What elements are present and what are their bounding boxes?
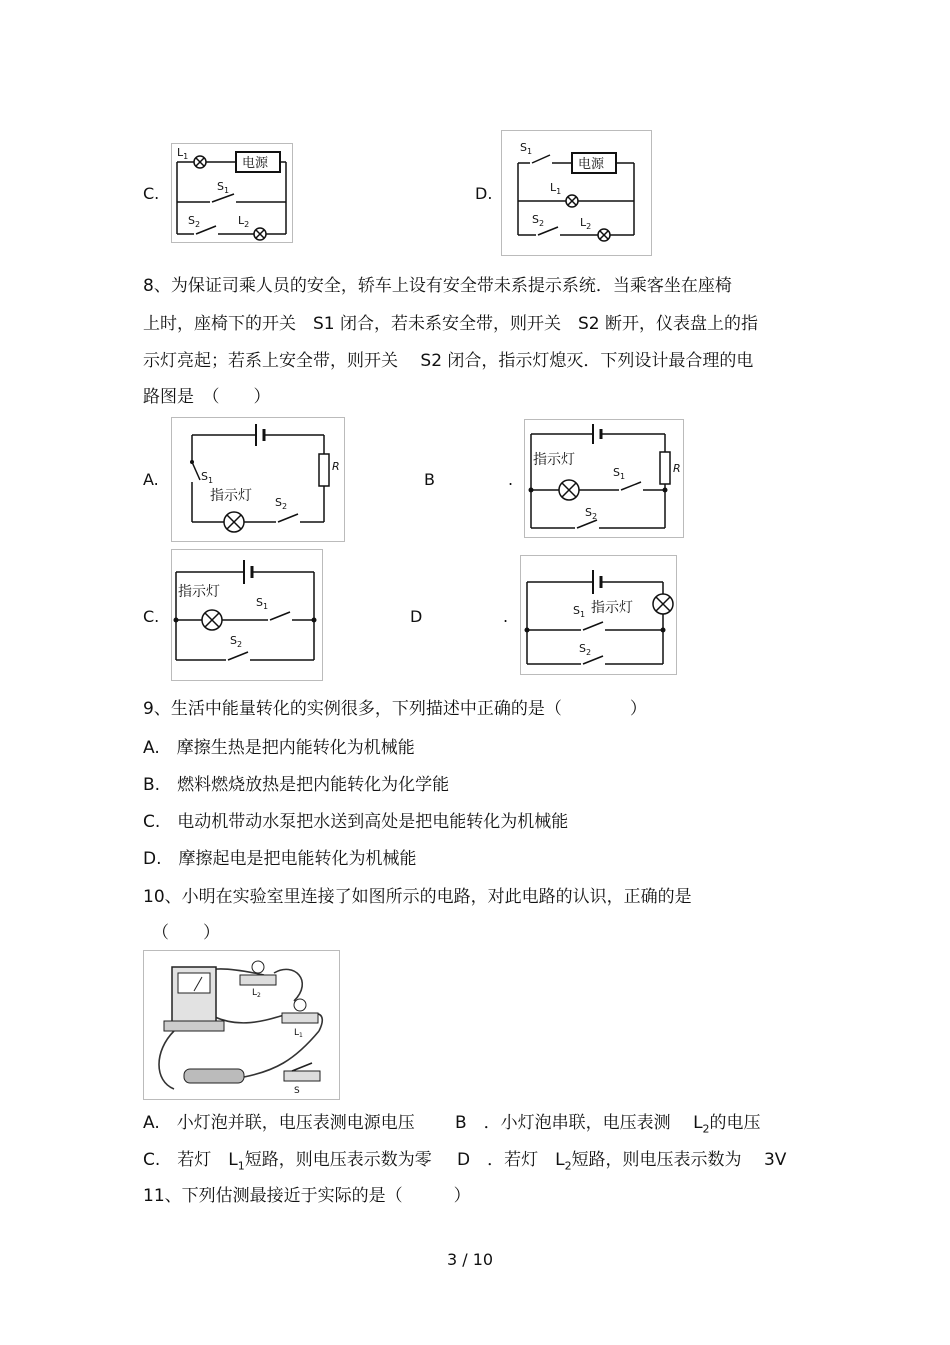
q8-option-d-label: D — [410, 607, 423, 626]
q7d-l1-label: $L_1$ — [550, 181, 562, 196]
q8-option-b-label: B — [424, 470, 435, 489]
q10-circuit-photo — [143, 950, 340, 1100]
q8c-s2-label: $S_2$ — [230, 634, 243, 649]
q9-option-a: A. 摩擦生热是把内能转化为机械能 — [143, 738, 415, 758]
q8-circuit-a — [171, 417, 345, 542]
q8-option-b-dot: . — [508, 470, 514, 489]
q7d-s1-label: $S_1$ — [520, 141, 533, 156]
q8-circuit-d — [520, 555, 677, 675]
q8b-r-label: R — [673, 462, 681, 475]
q8d-s1-label: $S_1$ — [573, 604, 586, 619]
q10-stem: 10、小明在实验室里连接了如图所示的电路，对此电路的认识，正确的是 — [143, 887, 692, 907]
q7d-s2-label: $S_2$ — [532, 213, 545, 228]
q10-photo-l2-label: $L_2$ — [252, 988, 261, 999]
q7c-power-label: 电源 — [242, 156, 269, 171]
q8-option-d-dot: . — [503, 607, 509, 626]
q7c-l1-label: $L_1$ — [177, 146, 189, 161]
q7d-power-label: 电源 — [578, 157, 605, 172]
q8c-s1-label: $S_1$ — [256, 596, 269, 611]
q9-option-b: B. 燃料燃烧放热是把内能转化为化学能 — [143, 775, 450, 795]
q8-circuit-c — [171, 549, 323, 681]
q8d-lamp-label: 指示灯 — [591, 600, 633, 616]
q8b-s2-label: $S_2$ — [585, 506, 598, 521]
q10-option-a: A. 小灯泡并联，电压表测电源电压 — [143, 1113, 415, 1133]
q10-option-c: C. 若灯 $L_1$短路，则电压表示数为零 — [143, 1150, 432, 1173]
q10-option-b: B ．小灯泡串联，电压表测 $L_2$的电压 — [455, 1113, 761, 1136]
q9-option-c: C. 电动机带动水泵把水送到高处是把电能转化为机械能 — [143, 812, 569, 832]
q9-stem: 9、生活中能量转化的实例很多，下列描述中正确的是（ ） — [143, 699, 647, 719]
q7-circuit-d — [501, 130, 652, 256]
page-number: 3 / 10 — [447, 1250, 494, 1269]
q10-paren: （ ） — [152, 923, 220, 943]
q7-circuit-c — [171, 143, 293, 243]
q8a-s2-label: $S_2$ — [275, 496, 288, 511]
q8-stem-line2: 上时，座椅下的开关 S1 闭合，若未系安全带，则开关 S2 断开，仪表盘上的指 — [143, 314, 759, 334]
q10-photo-l1-label: $L_1$ — [294, 1028, 303, 1039]
q8a-r-label: R — [332, 460, 340, 473]
q11-stem: 11、下列估测最接近于实际的是（ ） — [143, 1186, 471, 1206]
q8-stem-line1: 8、为保证司乘人员的安全，轿车上设有安全带未系提示系统．当乘客坐在座椅 — [143, 276, 732, 296]
q7-option-c-label: C. — [143, 184, 160, 203]
q10-photo-s-label: S — [294, 1086, 300, 1096]
q8d-s2-label: $S_2$ — [579, 642, 592, 657]
q7-option-d-label: D. — [475, 184, 493, 203]
q8-option-a-label: A. — [143, 470, 159, 489]
q8-circuit-b — [524, 419, 684, 538]
q8a-s1-label: $S_1$ — [201, 470, 214, 485]
q7c-s2-label: $S_2$ — [188, 214, 201, 229]
q10-option-d: D ．若灯 $L_2$短路，则电压表示数为 3V — [457, 1150, 787, 1173]
q7c-l2-label: $L_2$ — [238, 214, 250, 229]
q8-stem-line3: 示灯亮起；若系上安全带，则开关 S2 闭合，指示灯熄灭．下列设计最合理的电 — [143, 351, 754, 371]
q8a-lamp-label: 指示灯 — [210, 488, 252, 504]
q9-option-d: D. 摩擦起电是把电能转化为机械能 — [143, 849, 417, 869]
q8-stem-line4: 路图是 （ ） — [143, 387, 271, 407]
q8c-lamp-label: 指示灯 — [178, 584, 220, 600]
q8-option-c-label: C. — [143, 607, 160, 626]
q8b-lamp-label: 指示灯 — [533, 452, 575, 468]
q8b-s1-label: $S_1$ — [613, 466, 626, 481]
q7d-l2-label: $L_2$ — [580, 216, 592, 231]
q7c-s1-label: $S_1$ — [217, 180, 230, 195]
